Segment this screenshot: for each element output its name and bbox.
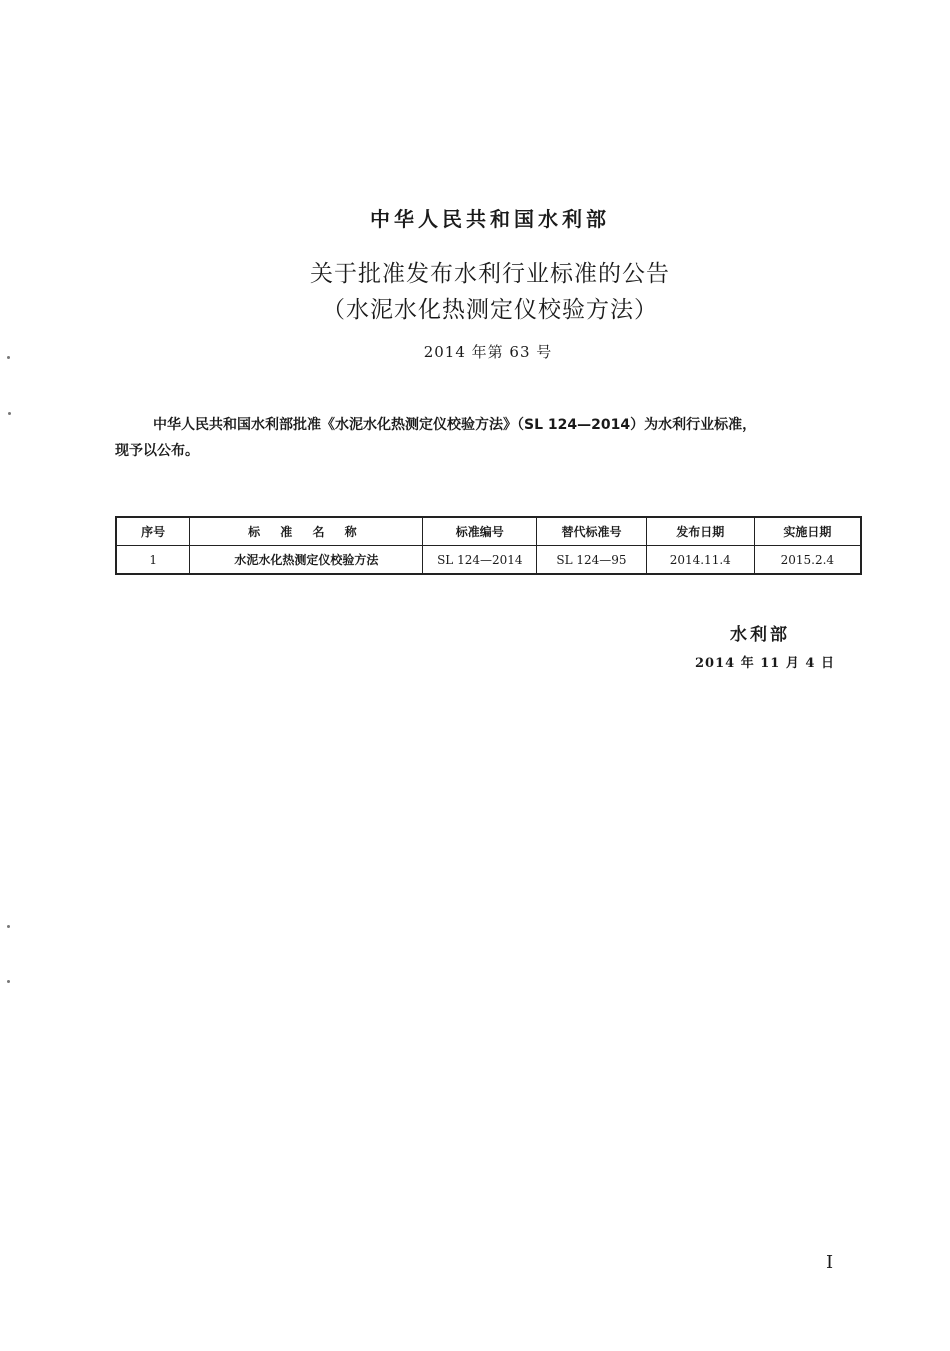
- announcement-title: [0, 256, 950, 328]
- page-number: I: [826, 1252, 834, 1273]
- scan-speck: [7, 356, 10, 359]
- col-header-standard-code: 标准编号: [423, 517, 537, 546]
- title-line-1: 关于批准发布水利行业标准的公告: [310, 261, 670, 287]
- col-header-serial: 序号: [116, 517, 190, 546]
- col-header-standard-name: 标 准 名 称: [190, 517, 423, 546]
- signature-org: 水利部: [730, 625, 790, 645]
- cell-effective-date: 2015.2.4: [754, 546, 861, 575]
- cell-release-date: 2014.11.4: [646, 546, 754, 575]
- cell-replaced-code: SL 124—95: [537, 546, 647, 575]
- cell-standard-name: 水泥水化热测定仪校验方法: [190, 546, 423, 575]
- document-number: 2014 年第 63 号: [423, 343, 553, 361]
- col-header-replaced-code: 替代标准号: [537, 517, 647, 546]
- announcement-body: [115, 412, 865, 464]
- title-line-2: （水泥水化热测定仪校验方法）: [322, 297, 658, 323]
- table-header-row: [116, 517, 861, 546]
- scan-speck: [8, 412, 11, 415]
- ministry-name: 中华人民共和国水利部: [370, 207, 610, 231]
- signature-date: 2014 年 11 月 4 日: [695, 656, 835, 671]
- standards-table: [115, 516, 862, 575]
- scan-speck: [7, 925, 10, 928]
- body-line-2: 现予以公布。: [115, 443, 199, 459]
- body-line-1: 中华人民共和国水利部批准《水泥水化热测定仪校验方法》（SL 124—2014）为水利行业标准，: [153, 417, 757, 433]
- col-header-effective-date: 实施日期: [754, 517, 861, 546]
- table-row: [116, 546, 861, 575]
- cell-serial: 1: [116, 546, 190, 575]
- cell-standard-code: SL 124—2014: [423, 546, 537, 575]
- col-header-release-date: 发布日期: [646, 517, 754, 546]
- scan-speck: [7, 980, 10, 983]
